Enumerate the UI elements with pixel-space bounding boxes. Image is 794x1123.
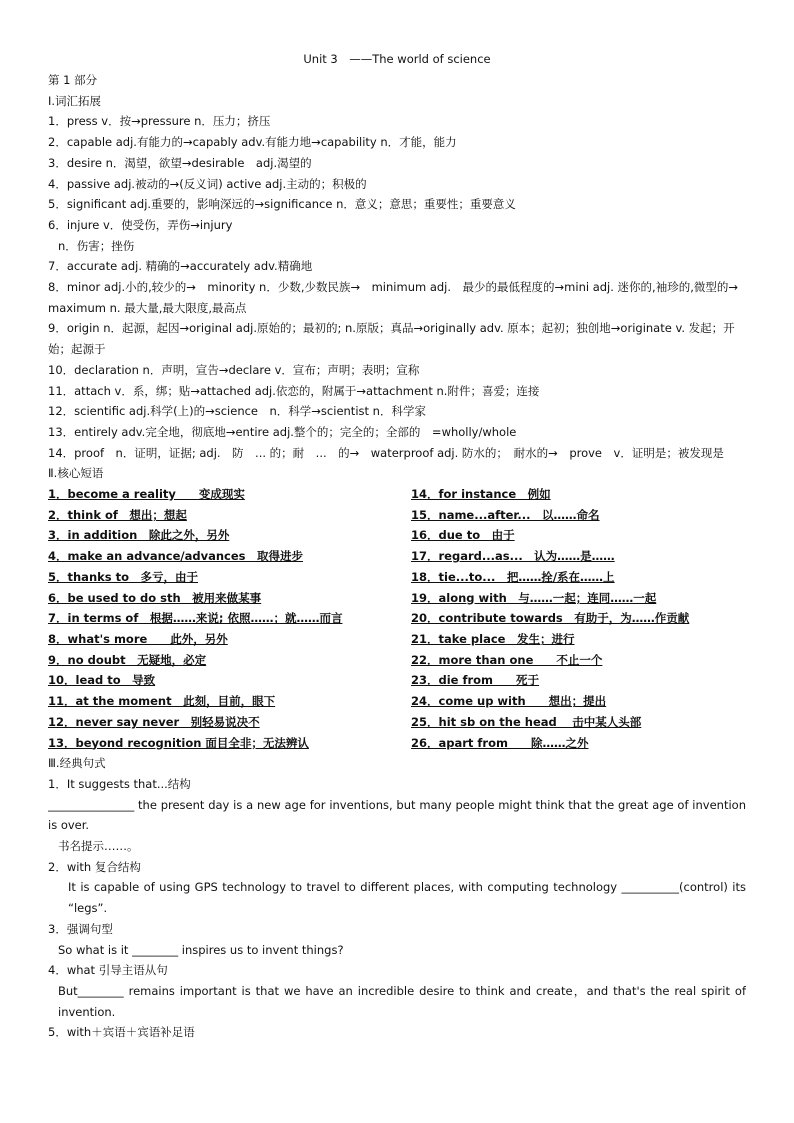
phrase-item: 18．tie...to... 把……拴/系在……上 <box>411 569 615 584</box>
part-heading: 第 1 部分 <box>48 73 98 87</box>
vocab-item: 1．press v．按→pressure n．压力；挤压 <box>48 114 271 129</box>
page-title: Unit 3 ——The world of science <box>303 52 491 66</box>
vocab-item: 7．accurate adj. 精确的→accurately adv.精确地 <box>48 259 313 274</box>
phrase-item: 21．take place 发生；进行 <box>411 631 575 646</box>
phrase-item: 4．make an advance/advances 取得进步 <box>48 549 303 564</box>
vocab-item: 4．passive adj.被动的→(反义词) active adj.主动的；积极的 <box>48 176 367 191</box>
sentence-pattern-heading: 5．with＋宾语＋宾语补足语 <box>48 1025 195 1040</box>
sentence-exercise: So what is it ________ inspires us to invent things? <box>58 942 344 957</box>
phrase-item: 16．due to 由于 <box>411 528 515 543</box>
phrase-item: 6．be used to do sth 被用来做某事 <box>48 590 262 605</box>
vocab-item: 10．declaration n．声明，宣告→declare v．宣布；声明；表明；宣称 <box>48 362 420 377</box>
phrase-item: 11．at the moment 此刻，目前，眼下 <box>48 694 276 709</box>
vocab-item: 12．scientific adj.科学(上)的→science n．科学→scientist n．科学家 <box>48 404 426 419</box>
vocab-item: 8．minor adj.小的,较少的→ minority n．少数,少数民族→ minimum adj. 最少的最低程度的→mini adj. 迷你的,袖珍的,微型的→ maximum n. 最大量,最大限度,最高点 <box>48 280 750 315</box>
phrase-table <box>48 484 746 753</box>
vocab-item: 13．entirely adv.完全地，彻底地→entire adj.整个的；完全的；全部的 =wholly/whole <box>48 424 517 439</box>
vocab-item: 3．desire n．渴望，欲望→desirable adj.渴望的 <box>48 155 312 170</box>
sentence-pattern-heading: 4．what 引导主语从句 <box>48 963 168 978</box>
phrase-item: 5．thanks to 多亏，由于 <box>48 569 199 584</box>
phrase-item: 7．in terms of 根据……来说; 依照……；就……而言 <box>48 611 343 626</box>
section-sentences-heading: Ⅲ.经典句式 <box>48 756 106 771</box>
sentence-pattern-heading: 1．It suggests that...结构 <box>48 776 191 791</box>
phrase-item: 12．never say never 别轻易说决不 <box>48 714 260 729</box>
phrase-item: 2．think of 想出；想起 <box>48 507 187 522</box>
sentence-pattern-heading: 3．强调句型 <box>48 921 113 936</box>
sentence-exercise: But________ remains important is that we have an incredible desire to think and create，and that's the real spirit of invention. <box>58 983 746 1019</box>
vocab-item: 9．origin n．起源，起因→original adj.原始的；最初的; n.原版；真品→originally adv. 原本；起初；独创地→originate v. 发起；开始；起源于 <box>48 321 735 357</box>
sentence-exercise: _______________ the present day is a new age for inventions, but many people might think that the great age of invention is over. <box>48 797 746 833</box>
phrase-item: 10．lead to 导致 <box>48 673 156 688</box>
phrase-item: 22．more than one 不止一个 <box>411 652 603 667</box>
phrase-item: 23．die from 死于 <box>411 673 540 688</box>
phrase-item: 13．beyond recognition 面目全非；无法辨认 <box>48 735 309 750</box>
sentence-exercise: It is capable of using GPS technology to travel to different places, with computing technology __________(control) its “legs”. <box>68 880 746 916</box>
vocab-item: 6．injure v．使受伤，弄伤→injury <box>48 217 233 232</box>
sentence-hint: 书名提示……。 <box>58 839 139 854</box>
phrase-item: 9．no doubt 无疑地，必定 <box>48 652 207 667</box>
phrase-item: 3．in addition 除此之外，另外 <box>48 528 230 543</box>
phrase-item: 1．become a reality 变成现实 <box>48 487 245 502</box>
phrase-item: 24．come up with 想出；提出 <box>411 694 607 709</box>
vocab-item: 5．significant adj.重要的，影响深远的→significance n．意义；意思；重要性；重要意义 <box>48 197 516 212</box>
vocab-item: 11．attach v．系，绑；贴→attached adj.依恋的，附属于→attachment n.附件；喜爱；连接 <box>48 383 540 398</box>
phrase-item: 19．along with 与……一起；连同……一起 <box>411 590 657 605</box>
vocab-list <box>48 111 750 463</box>
document-page <box>48 52 750 1043</box>
phrase-item: 25．hit sb on the head 击中某人头部 <box>411 714 642 729</box>
phrase-item: 20．contribute towards 有助于，为……作贡献 <box>411 611 690 626</box>
phrase-item: 15．name...after... 以……命名 <box>411 507 600 522</box>
phrase-item: 17．regard...as... 认为……是…… <box>411 549 615 564</box>
vocab-item: 2．capable adj.有能力的→capably adv.有能力地→capability n．才能，能力 <box>48 135 457 150</box>
phrase-item: 14．for instance 例如 <box>411 487 551 502</box>
vocab-item-continuation: n．伤害；挫伤 <box>58 238 135 253</box>
section-vocab-heading: Ⅰ.词汇拓展 <box>48 93 102 108</box>
vocab-item: 14．proof n．证明，证据; adj. 防 ... 的；耐 ... 的→ waterproof adj. 防水的； 耐水的→ prove v．证明是；被发现是 <box>48 445 724 460</box>
sentence-pattern-heading: 2．with 复合结构 <box>48 859 141 874</box>
phrase-item: 8．what's more 此外，另外 <box>48 631 228 646</box>
section-phrases-heading: Ⅱ.核心短语 <box>48 466 104 481</box>
phrase-item: 26．apart from 除……之外 <box>411 735 589 750</box>
